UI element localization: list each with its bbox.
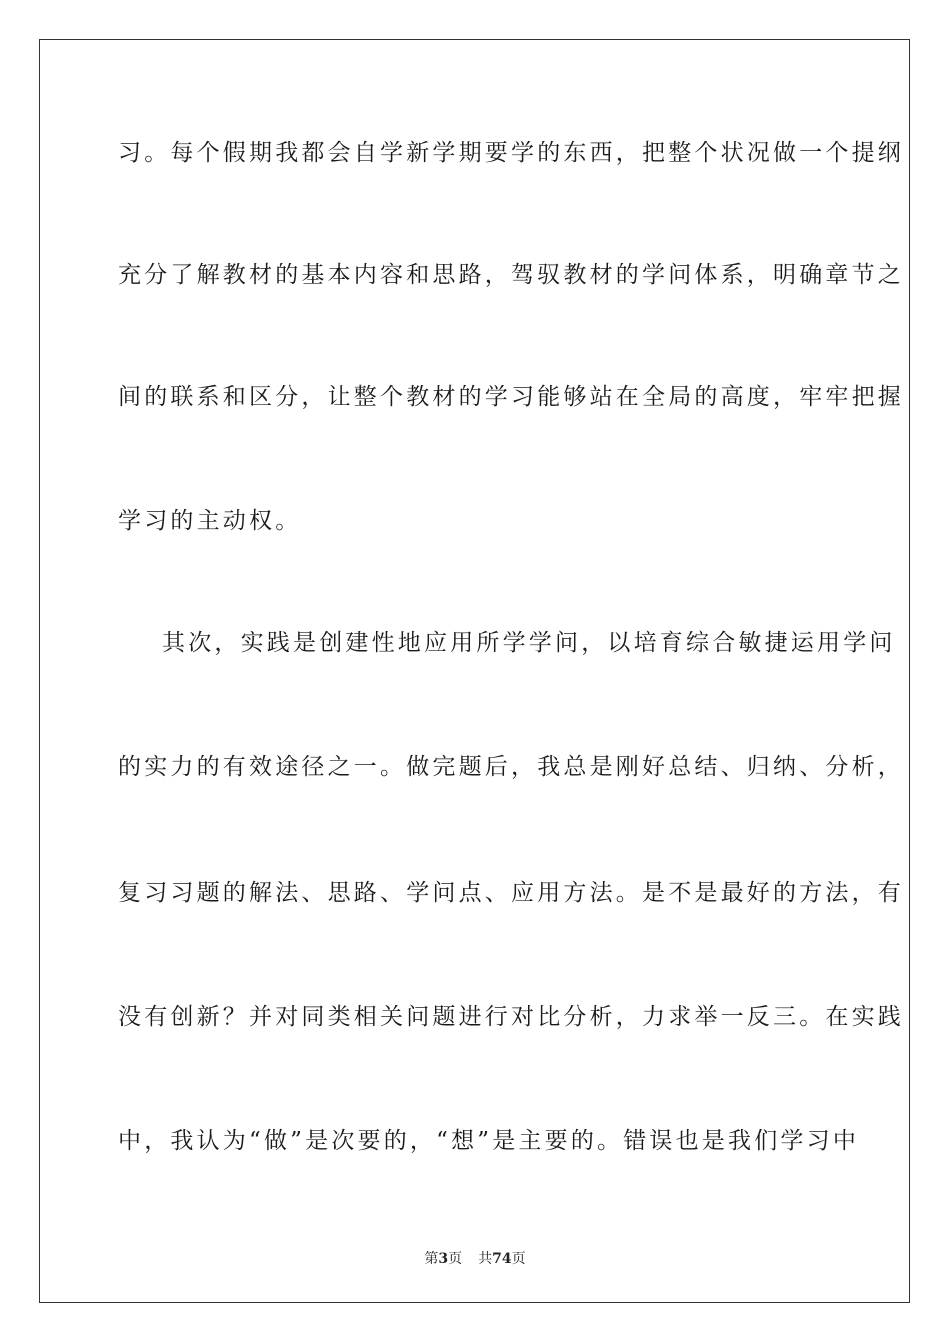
page-border — [39, 39, 910, 1303]
body-text-line-4: 学习的主动权。 — [118, 508, 302, 534]
page-footer — [0, 1250, 950, 1268]
page-number: 3 — [438, 1251, 449, 1267]
body-text-line-7: 复习习题的解法、思路、学问点、应用方法。是不是最好的方法，有 — [118, 880, 904, 906]
total-prefix: 共 — [478, 1251, 493, 1267]
body-text-line-6: 的实力的有效途径之一。做完题后，我总是刚好总结、归纳、分析， — [118, 754, 904, 780]
page-prefix: 第 — [424, 1251, 439, 1267]
body-text-line-9: 中，我认为“做”是次要的，“想”是主要的。错误也是我们学习中 — [118, 1128, 860, 1154]
body-text-line-5-paragraph-start: 其次，实践是创建性地应用所学学问，以培育综合敏捷运用学问 — [162, 630, 896, 656]
body-text-line-3: 间的联系和区分，让整个教材的学习能够站在全局的高度，牢牢把握 — [118, 384, 904, 410]
total-pages: 74 — [492, 1251, 512, 1267]
body-text-line-1: 习。每个假期我都会自学新学期要学的东西，把整个状况做一个提纲 — [118, 140, 904, 166]
total-suffix: 页 — [511, 1251, 526, 1267]
body-text-line-2: 充分了解教材的基本内容和思路，驾驭教材的学问体系，明确章节之 — [118, 262, 904, 288]
page-suffix: 页 — [448, 1251, 463, 1267]
body-text-line-8: 没有创新？并对同类相关问题进行对比分析，力求举一反三。在实践 — [118, 1004, 904, 1030]
